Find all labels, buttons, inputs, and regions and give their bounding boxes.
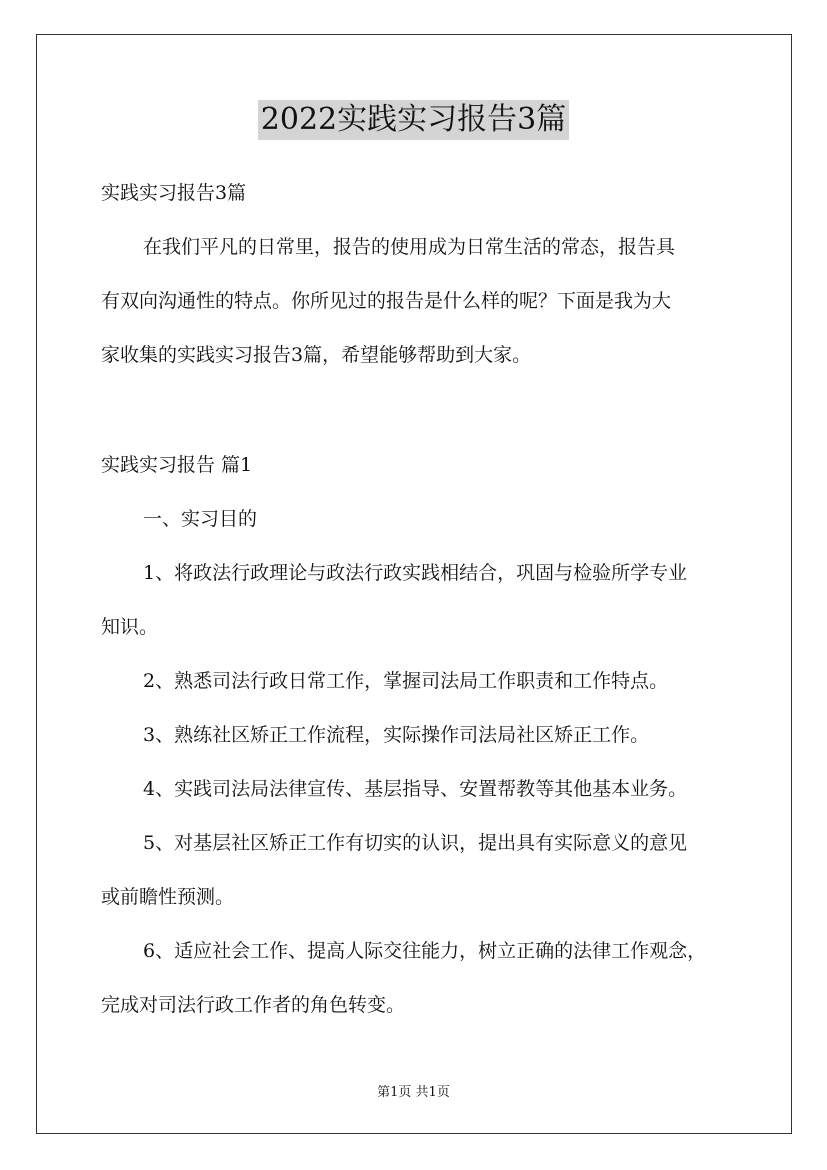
page-footer [0, 1084, 827, 1102]
list-item-continuation: 或前瞻性预测。 [101, 886, 235, 908]
paragraph-line: 家收集的实践实习报告3篇，希望能够帮助到大家。 [101, 344, 532, 366]
list-item: 6、适应社会工作、提高人际交往能力，树立正确的法律工作观念， [143, 940, 707, 962]
paragraph-line: 在我们平凡的日常里，报告的使用成为日常生活的常态，报告具 [143, 236, 676, 258]
section-heading: 实践实习报告3篇 [101, 182, 247, 204]
page-number: 第1页 共1页 [377, 1085, 450, 1100]
paragraph-line: 有双向沟通性的特点。你所见过的报告是什么样的呢？下面是我为大 [101, 290, 672, 312]
subsection-heading: 一、实习目的 [143, 508, 258, 530]
list-item: 3、熟练社区矫正工作流程，实际操作司法局社区矫正工作。 [143, 724, 650, 746]
list-item-continuation: 完成对司法行政工作者的角色转变。 [101, 994, 406, 1016]
list-item: 1、将政法行政理论与政法行政实践相结合，巩固与检验所学专业 [143, 562, 688, 584]
list-item-continuation: 知识。 [101, 616, 159, 638]
section-heading: 实践实习报告 篇1 [101, 454, 253, 476]
list-item: 4、实践司法局法律宣传、基层指导、安置帮教等其他基本业务。 [143, 778, 688, 800]
title-area [0, 100, 827, 140]
document-title: 2022实践实习报告3篇 [258, 100, 569, 140]
list-item: 2、熟悉司法行政日常工作，掌握司法局工作职责和工作特点。 [143, 670, 669, 692]
list-item: 5、对基层社区矫正工作有切实的认识，提出具有实际意义的意见 [143, 832, 688, 854]
